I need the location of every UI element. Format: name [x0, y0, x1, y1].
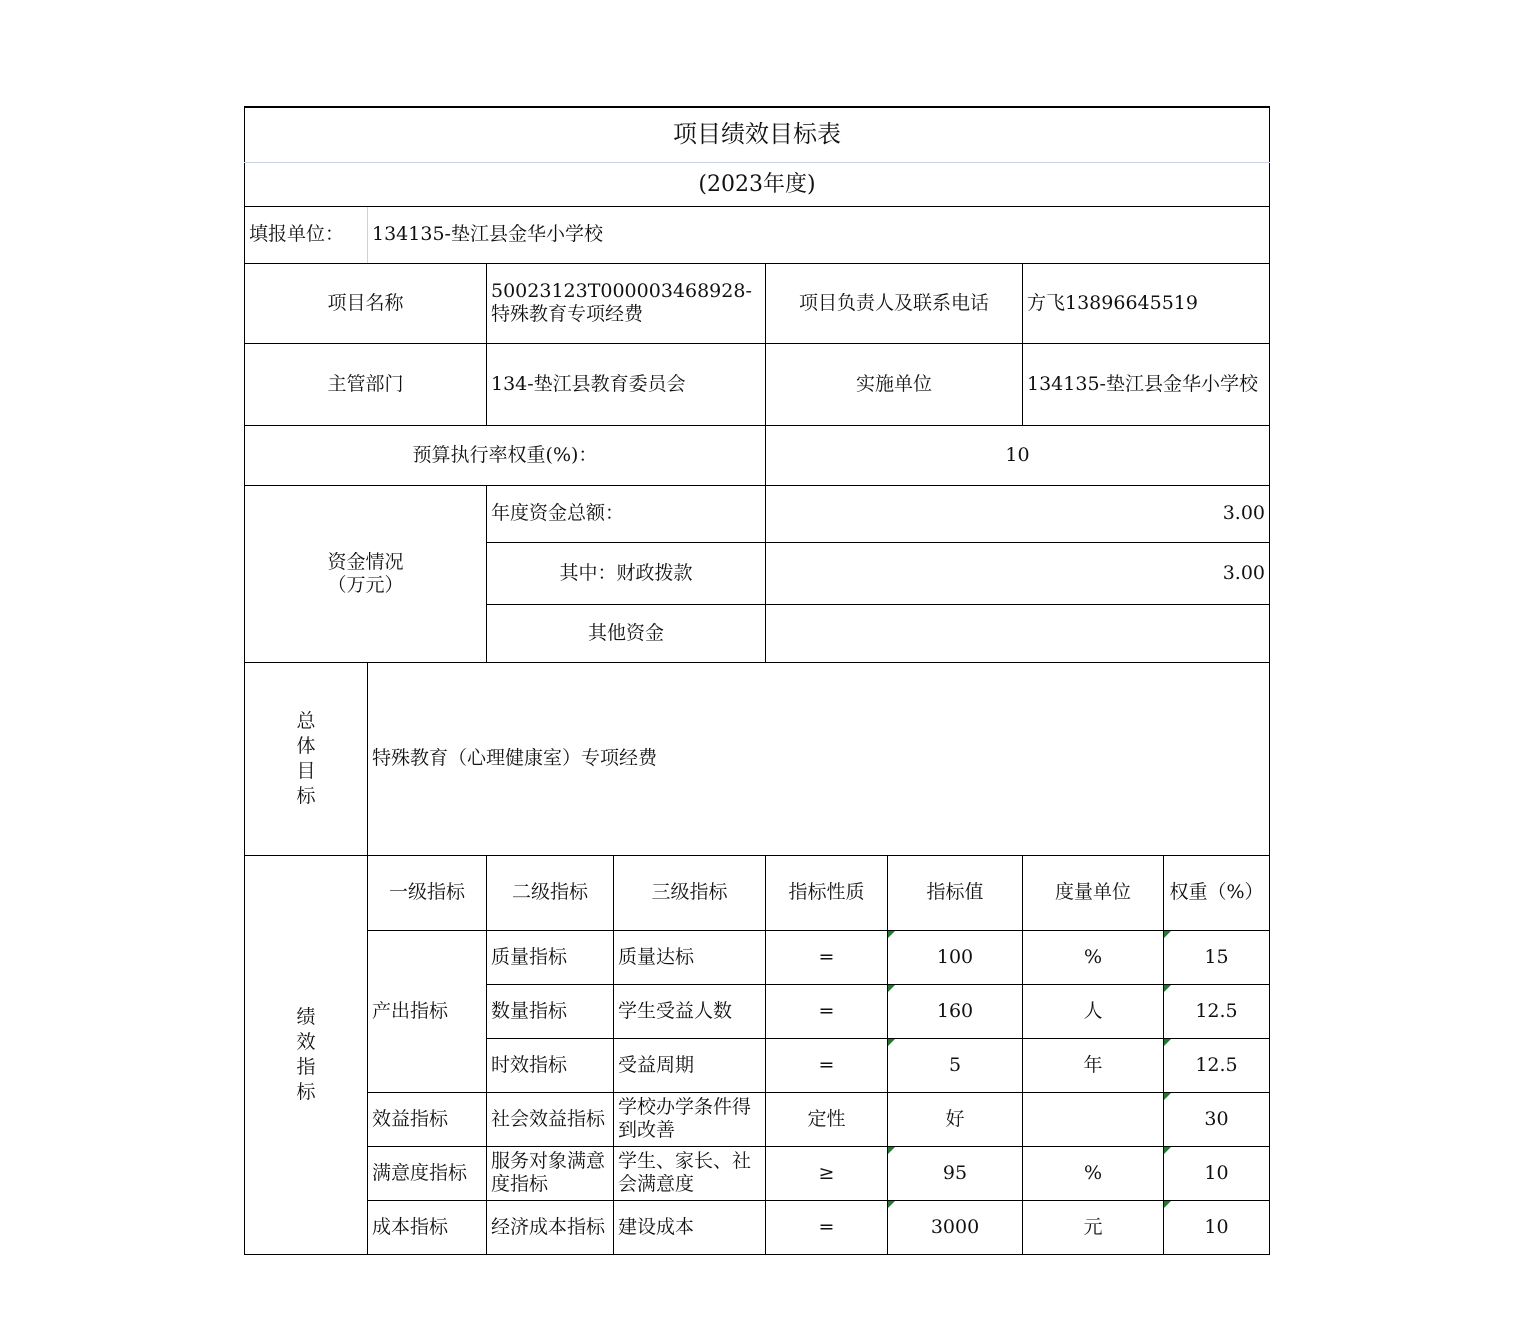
unit-cell: % [1023, 930, 1164, 984]
overall-goal-label-text: 总体目标 [296, 709, 316, 807]
implementing-unit-label: 实施单位 [766, 343, 1023, 425]
level3-cell: 建设成本 [614, 1200, 766, 1254]
level2-cell: 经济成本指标 [487, 1200, 614, 1254]
unit-cell [1023, 1092, 1164, 1146]
weight-cell: 30 [1164, 1092, 1270, 1146]
unit-cell: 年 [1023, 1038, 1164, 1092]
table-row [245, 930, 1270, 984]
department-value: 134-垫江县教育委员会 [487, 343, 766, 425]
reporting-unit-value: 134135-垫江县金华小学校 [368, 206, 1270, 263]
level2-cell: 服务对象满意度指标 [487, 1146, 614, 1200]
level2-cell: 质量指标 [487, 930, 614, 984]
header-nature: 指标性质 [766, 855, 888, 930]
level1-benefit: 效益指标 [368, 1092, 487, 1146]
header-unit: 度量单位 [1023, 855, 1164, 930]
budget-weight-label: 预算执行率权重(%)： [245, 425, 766, 485]
unit-cell: % [1023, 1146, 1164, 1200]
table-subtitle: (2023年度) [245, 162, 1270, 206]
project-name-label: 项目名称 [245, 263, 487, 343]
level3-cell: 学生受益人数 [614, 984, 766, 1038]
value-cell: 95 [888, 1146, 1023, 1200]
header-weight: 权重（%） [1164, 855, 1270, 930]
value-cell: 3000 [888, 1200, 1023, 1254]
level3-cell: 质量达标 [614, 930, 766, 984]
table-row [245, 1092, 1270, 1146]
header-value: 指标值 [888, 855, 1023, 930]
level3-cell: 学生、家长、社会满意度 [614, 1146, 766, 1200]
value-cell: 好 [888, 1092, 1023, 1146]
budget-weight-value: 10 [766, 425, 1270, 485]
weight-cell: 10 [1164, 1146, 1270, 1200]
weight-cell: 15 [1164, 930, 1270, 984]
level3-cell: 学校办学条件得到改善 [614, 1092, 766, 1146]
performance-target-table [244, 106, 1270, 1255]
annual-total-value: 3.00 [766, 485, 1270, 542]
nature-cell: = [766, 930, 888, 984]
nature-cell: ≥ [766, 1146, 888, 1200]
annual-total-label: 年度资金总额： [487, 485, 766, 542]
table-row [245, 1200, 1270, 1254]
header-level1: 一级指标 [368, 855, 487, 930]
nature-cell: = [766, 1038, 888, 1092]
funds-label [245, 485, 487, 662]
project-manager-value: 方飞13896645519 [1023, 263, 1270, 343]
project-name-value: 50023123T000003468928-特殊教育专项经费 [487, 263, 766, 343]
nature-cell: = [766, 1200, 888, 1254]
level1-cost: 成本指标 [368, 1200, 487, 1254]
nature-cell: 定性 [766, 1092, 888, 1146]
weight-cell: 12.5 [1164, 1038, 1270, 1092]
fiscal-allocation-label: 其中：财政拨款 [487, 542, 766, 604]
value-cell: 100 [888, 930, 1023, 984]
department-label: 主管部门 [245, 343, 487, 425]
table-row [245, 1146, 1270, 1200]
project-manager-label: 项目负责人及联系电话 [766, 263, 1023, 343]
value-cell: 5 [888, 1038, 1023, 1092]
level2-cell: 时效指标 [487, 1038, 614, 1092]
funds-label-text: 资金情况（万元） [327, 550, 404, 596]
implementing-unit-value: 134135-垫江县金华小学校 [1023, 343, 1270, 425]
level1-output: 产出指标 [368, 930, 487, 1092]
weight-cell: 12.5 [1164, 984, 1270, 1038]
table-title: 项目绩效目标表 [245, 107, 1270, 162]
reporting-unit-label: 填报单位： [245, 206, 368, 263]
header-level2: 二级指标 [487, 855, 614, 930]
other-funds-value [766, 604, 1270, 662]
level2-cell: 社会效益指标 [487, 1092, 614, 1146]
nature-cell: = [766, 984, 888, 1038]
fiscal-allocation-value: 3.00 [766, 542, 1270, 604]
other-funds-label: 其他资金 [487, 604, 766, 662]
level1-satisfaction: 满意度指标 [368, 1146, 487, 1200]
header-level3: 三级指标 [614, 855, 766, 930]
unit-cell: 人 [1023, 984, 1164, 1038]
level3-cell: 受益周期 [614, 1038, 766, 1092]
unit-cell: 元 [1023, 1200, 1164, 1254]
level2-cell: 数量指标 [487, 984, 614, 1038]
weight-cell: 10 [1164, 1200, 1270, 1254]
overall-goal-value: 特殊教育（心理健康室）专项经费 [368, 662, 1270, 855]
indicators-label [245, 855, 368, 1254]
indicators-label-text: 绩效指标 [296, 1005, 316, 1103]
value-cell: 160 [888, 984, 1023, 1038]
overall-goal-label [245, 662, 368, 855]
